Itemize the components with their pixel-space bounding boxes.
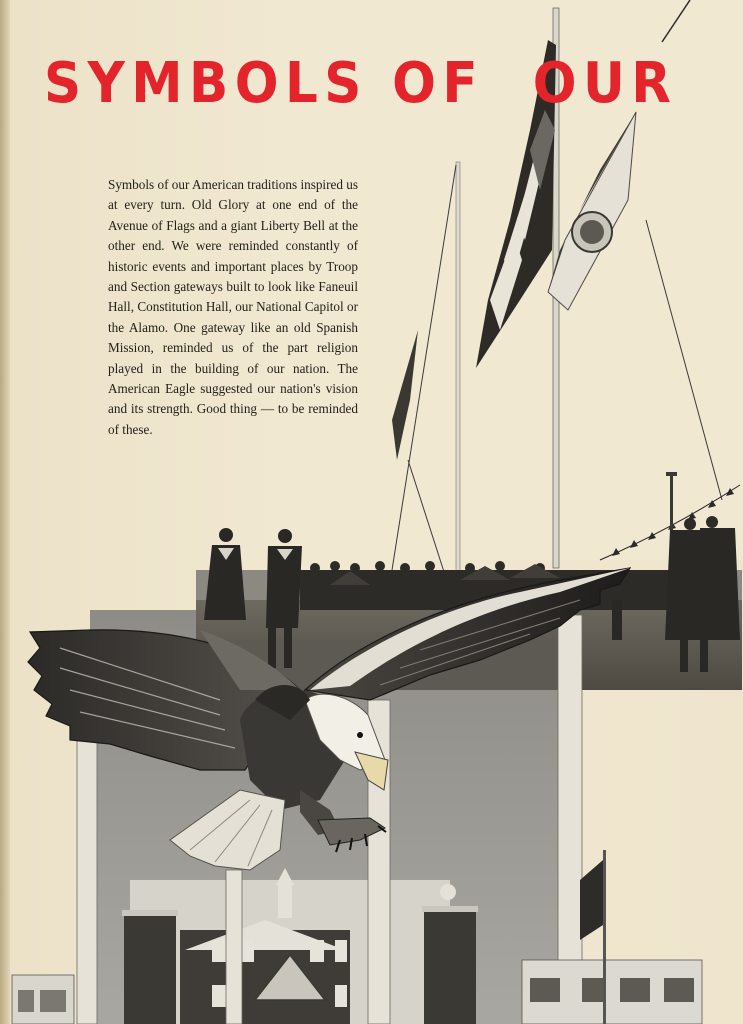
intro-paragraph: Symbols of our American traditions inspired us at every turn. Old Glory at one end of the Avenue of Flags and a giant Liberty Bell at the other end. We were reminded constantly of historic events and important places by Troop and Section gateways built to look like Faneuil Hall, Constitution Hall, our National Capitol or the Alamo. One gateway like an old Spanish Mission, reminded us of the part religion played in the building of our nation. The American Eagle suggested our nation's vision and its strength. Good thing — to be reminded of these. <box>108 177 358 437</box>
gateway-building <box>122 868 478 1024</box>
page-headline: SYMBOLS OF OUR <box>44 51 678 116</box>
